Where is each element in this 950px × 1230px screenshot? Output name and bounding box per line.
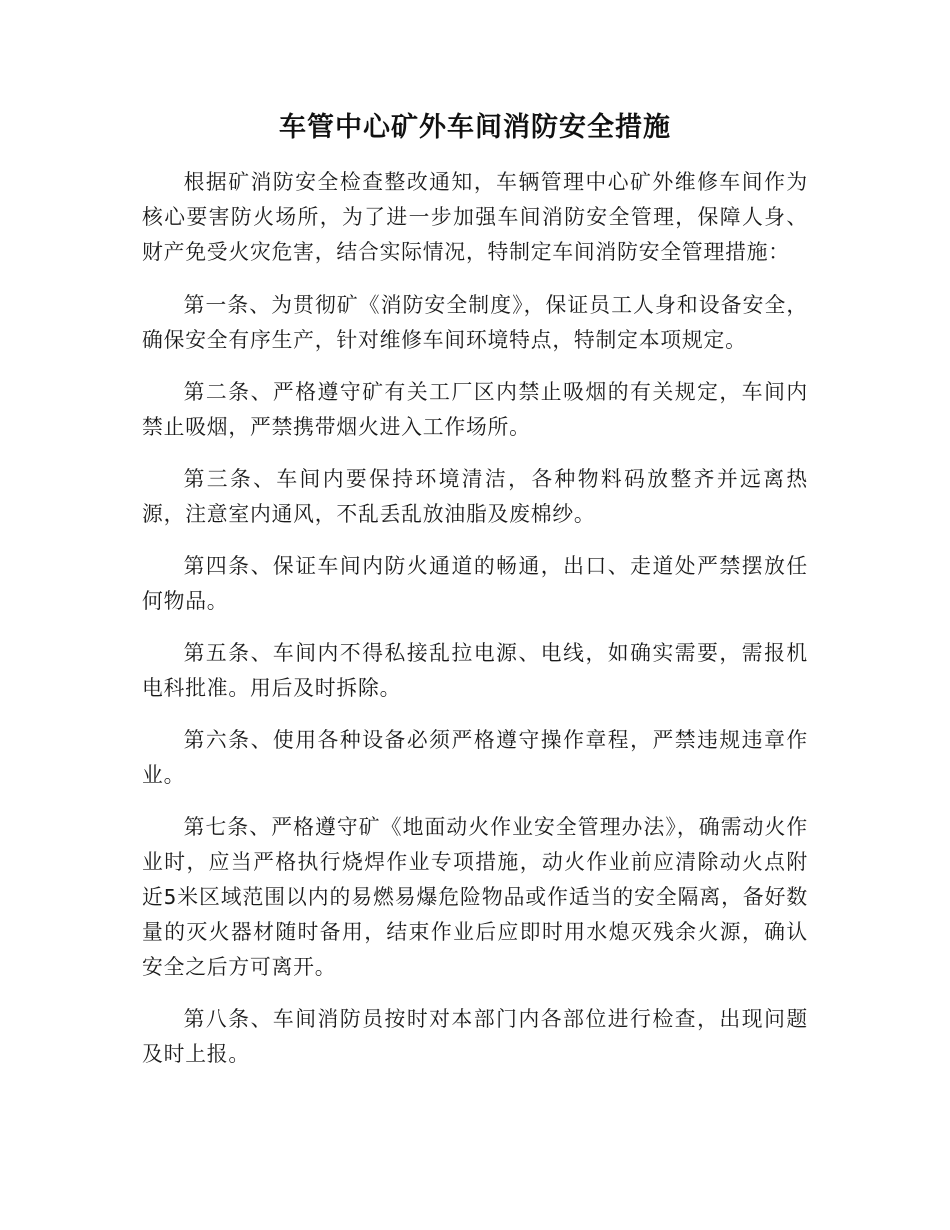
document-body: [142, 165, 808, 1089]
document-title: 车管中心矿外车间消防安全措施: [279, 112, 671, 143]
article-3-paragraph: 第三条、车间内要保持环境清洁，各种物料码放整齐并远离热源，注意室内通风，不乱丢乱放油脂及废棉纱。: [142, 467, 808, 526]
article-2-paragraph: 第二条、严格遵守矿有关工厂区内禁止吸烟的有关规定，车间内禁止吸烟，严禁携带烟火进入工作场所。: [142, 380, 808, 439]
article-4-paragraph: 第四条、保证车间内防火通道的畅通，出口、走道处严禁摆放任何物品。: [142, 554, 808, 613]
intro-paragraph: 根据矿消防安全检查整改通知，车辆管理中心矿外维修车间作为核心要害防火场所，为了进一步加强车间消防安全管理，保障人身、财产免受火灾危害，结合实际情况，特制定车间消防安全管理措施：: [142, 170, 808, 264]
article-5-paragraph: 第五条、车间内不得私接乱拉电源、电线，如确实需要，需报机电科批准。用后及时拆除。: [142, 641, 808, 700]
article-1-paragraph: 第一条、为贯彻矿《消防安全制度》，保证员工人身和设备安全，确保安全有序生产，针对维修车间环境特点，特制定本项规定。: [142, 293, 808, 352]
article-8-paragraph: 第八条、车间消防员按时对本部门内各部位进行检查，出现问题及时上报。: [142, 1007, 808, 1066]
article-7-paragraph: 第七条、严格遵守矿《地面动火作业安全管理办法》，确需动火作业时，应当严格执行烧焊作业专项措施，动火作业前应清除动火点附近5米区域范围以内的易燃易爆危险物品或作适当的安全隔离，备好数量的灭火器材随时备用，结束作业后应即时用水熄灭残余火源，确认安全之后方可离开。: [142, 815, 808, 979]
article-6-paragraph: 第六条、使用各种设备必须严格遵守操作章程，严禁违规违章作业。: [142, 728, 808, 787]
